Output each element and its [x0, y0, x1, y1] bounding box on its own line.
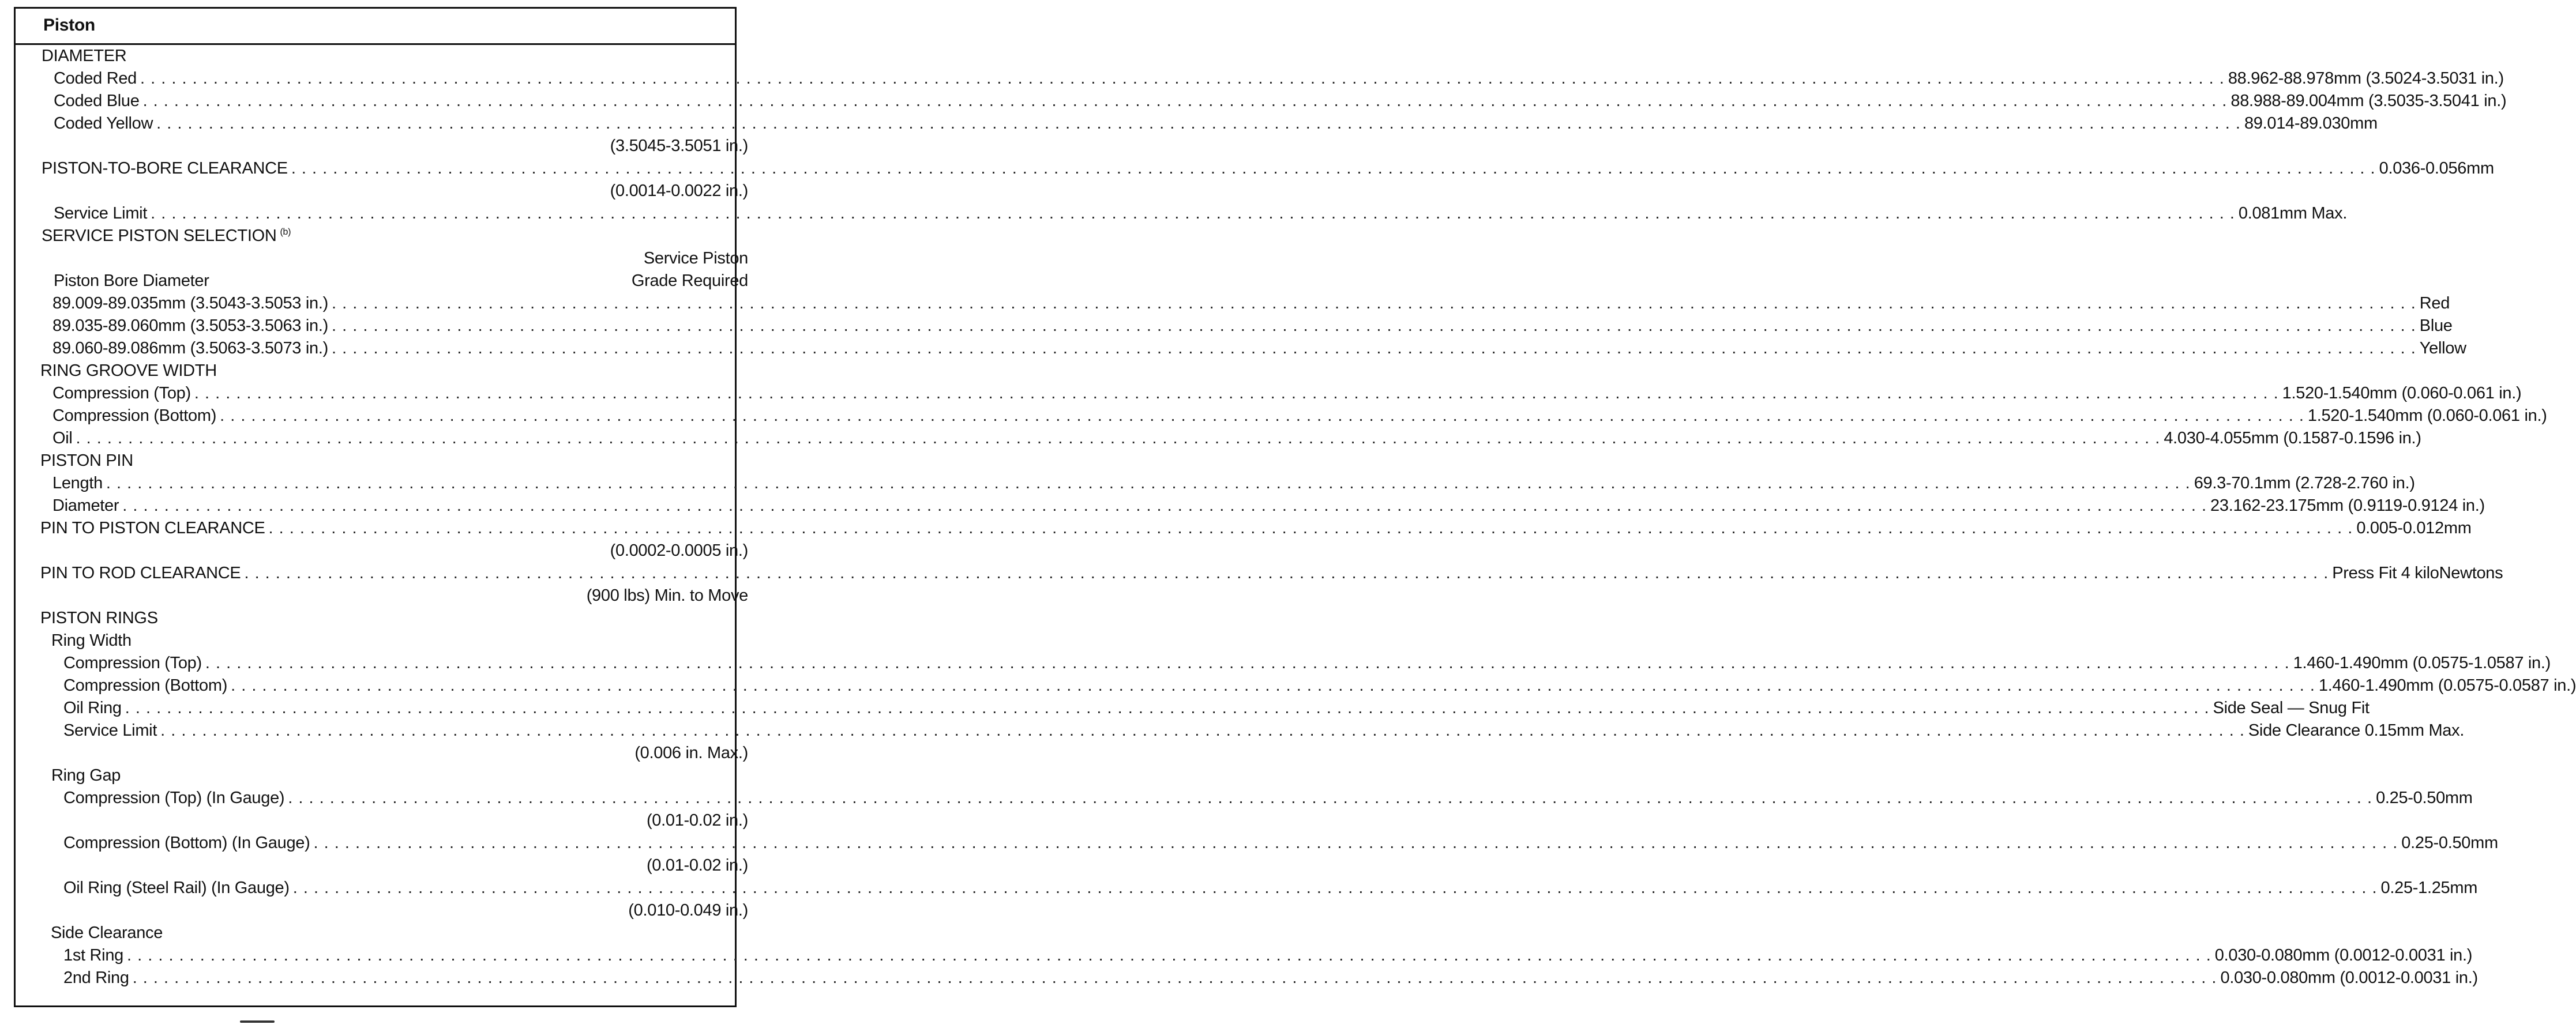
dot-leader: . . . . . . . . . . . . . . . . . . . . . . . . . . . . . . . . . . . . . . . . . . . . . . . . . . . . . . . . . . . . . . . . . . . . . . . . . . . . . . . . . . . . . . . . . . . . . . . . . . . . . . . . . . . . . . . . . . . . . . . . . . . . . . . . . . . . . . . . . . . . . . . . . . . . . . . . . . . . . . . . . . . . . . . . . . . . . . . . . . . . . . . . . . . . . . . . . . . . . . . . [156, 114, 2241, 133]
row-label: PIN TO PISTON CLEARANCE [40, 519, 265, 537]
dot-leader: . . . . . . . . . . . . . . . . . . . . . . . . . . . . . . . . . . . . . . . . . . . . . . . . . . . . . . . . . . . . . . . . . . . . . . . . . . . . . . . . . . . . . . . . . . . . . . . . . . . . . . . . . . . . . . . . . . . . . . . . . . . . . . . . . . . . . . . . . . . . . . . . . . . . . . . . . . . . . . . . . . . . . . . . . . . . . . . . . . . . . . . . . . . . . . . . . . . . . . . . [194, 384, 2279, 402]
dot-leader: . . . . . . . . . . . . . . . . . . . . . . . . . . . . . . . . . . . . . . . . . . . . . . . . . . . . . . . . . . . . . . . . . . . . . . . . . . . . . . . . . . . . . . . . . . . . . . . . . . . . . . . . . . . . . . . . . . . . . . . . . . . . . . . . . . . . . . . . . . . . . . . . . . . . . . . . . . . . . . . . . . . . . . . . . . . . . . . . . . . . . . . . . . . . . . . . . . . . . . . . [331, 294, 2416, 312]
dot-leader: . . . . . . . . . . . . . . . . . . . . . . . . . . . . . . . . . . . . . . . . . . . . . . . . . . . . . . . . . . . . . . . . . . . . . . . . . . . . . . . . . . . . . . . . . . . . . . . . . . . . . . . . . . . . . . . . . . . . . . . . . . . . . . . . . . . . . . . . . . . . . . . . . . . . . . . . . . . . . . . . . . . . . . . . . . . . . . . . . . . . . . . . . . . . . . . . . . . . . . . . [231, 676, 2315, 695]
spec-row-groove [52, 382, 2522, 405]
spec-row-coded-blue [54, 90, 2507, 112]
row-label: 89.035-89.060mm (3.5053-3.5063 in.) [52, 317, 328, 335]
row-value-continued: (0.01-0.02 in.) [646, 811, 748, 830]
side-clearance-heading: Side Clearance [51, 924, 163, 942]
ring-groove-heading: RING GROOVE WIDTH [40, 361, 217, 380]
spec-row-ring-gap [63, 787, 2473, 809]
spec-row-ring-gap [63, 832, 2498, 854]
row-label: Coded Red [54, 69, 137, 88]
row-value: 69.3-70.1mm (2.728-2.760 in.) [2194, 474, 2415, 492]
row-value: 1.520-1.540mm (0.060-0.061 in.) [2307, 406, 2547, 425]
spec-row-coded-yellow [54, 112, 2378, 135]
row-value: 23.162-23.175mm (0.9119-0.9124 in.) [2210, 496, 2485, 515]
dot-leader: . . . . . . . . . . . . . . . . . . . . . . . . . . . . . . . . . . . . . . . . . . . . . . . . . . . . . . . . . . . . . . . . . . . . . . . . . . . . . . . . . . . . . . . . . . . . . . . . . . . . . . . . . . . . . . . . . . . . . . . . . . . . . . . . . . . . . . . . . . . . . . . . . . . . . . . . . . . . . . . . . . . . . . . . . . . . . . . . . . . . . . . . . . . . . . . . . . . . . . . . [127, 946, 2211, 965]
row-value: 89.014-89.030mm [2244, 114, 2378, 133]
row-value: 0.036-0.056mm [2379, 159, 2494, 178]
dot-leader: . . . . . . . . . . . . . . . . . . . . . . . . . . . . . . . . . . . . . . . . . . . . . . . . . . . . . . . . . . . . . . . . . . . . . . . . . . . . . . . . . . . . . . . . . . . . . . . . . . . . . . . . . . . . . . . . . . . . . . . . . . . . . . . . . . . . . . . . . . . . . . . . . . . . . . . . . . . . . . . . . . . . . . . . . . . . . . . . . . . . . . . . . . . . . . . . . . . . . . . . [132, 969, 2217, 987]
row-label: Oil [52, 429, 73, 447]
dot-leader: . . . . . . . . . . . . . . . . . . . . . . . . . . . . . . . . . . . . . . . . . . . . . . . . . . . . . . . . . . . . . . . . . . . . . . . . . . . . . . . . . . . . . . . . . . . . . . . . . . . . . . . . . . . . . . . . . . . . . . . . . . . . . . . . . . . . . . . . . . . . . . . . . . . . . . . . . . . . . . . . . . . . . . . . . . . . . . . . . . . . . . . . . . . . . . . . . . . . . . . . [160, 721, 2245, 740]
dot-leader: . . . . . . . . . . . . . . . . . . . . . . . . . . . . . . . . . . . . . . . . . . . . . . . . . . . . . . . . . . . . . . . . . . . . . . . . . . . . . . . . . . . . . . . . . . . . . . . . . . . . . . . . . . . . . . . . . . . . . . . . . . . . . . . . . . . . . . . . . . . . . . . . . . . . . . . . . . . . . . . . . . . . . . . . . . . . . . . . . . . . . . . . . . . . . . . . . . . . . . . . [288, 789, 2373, 807]
dot-leader: . . . . . . . . . . . . . . . . . . . . . . . . . . . . . . . . . . . . . . . . . . . . . . . . . . . . . . . . . . . . . . . . . . . . . . . . . . . . . . . . . . . . . . . . . . . . . . . . . . . . . . . . . . . . . . . . . . . . . . . . . . . . . . . . . . . . . . . . . . . . . . . . . . . . . . . . . . . . . . . . . . . . . . . . . . . . . . . . . . . . . . . . . . . . . . . . . . . . . . . . [142, 92, 2228, 110]
dot-leader: . . . . . . . . . . . . . . . . . . . . . . . . . . . . . . . . . . . . . . . . . . . . . . . . . . . . . . . . . . . . . . . . . . . . . . . . . . . . . . . . . . . . . . . . . . . . . . . . . . . . . . . . . . . . . . . . . . . . . . . . . . . . . . . . . . . . . . . . . . . . . . . . . . . . . . . . . . . . . . . . . . . . . . . . . . . . . . . . . . . . . . . . . . . . . . . . . . . . . . . . [205, 654, 2290, 672]
dot-leader: . . . . . . . . . . . . . . . . . . . . . . . . . . . . . . . . . . . . . . . . . . . . . . . . . . . . . . . . . . . . . . . . . . . . . . . . . . . . . . . . . . . . . . . . . . . . . . . . . . . . . . . . . . . . . . . . . . . . . . . . . . . . . . . . . . . . . . . . . . . . . . . . . . . . . . . . . . . . . . . . . . . . . . . . . . . . . . . . . . . . . . . . . . . . . . . . . . . . . . . . [140, 69, 2225, 88]
row-value: Press Fit 4 kiloNewtons [2332, 564, 2503, 582]
row-value: Red [2419, 294, 2450, 312]
row-value: 4.030-4.055mm (0.1587-0.1596 in.) [2164, 429, 2421, 447]
ring-gap-heading: Ring Gap [51, 766, 121, 785]
row-value: 0.25-0.50mm [2376, 789, 2473, 807]
spec-row-side-clearance [63, 967, 2478, 989]
row-label: Service Limit [63, 721, 157, 740]
row-value: 0.081mm Max. [2238, 204, 2348, 223]
dot-leader: . . . . . . . . . . . . . . . . . . . . . . . . . . . . . . . . . . . . . . . . . . . . . . . . . . . . . . . . . . . . . . . . . . . . . . . . . . . . . . . . . . . . . . . . . . . . . . . . . . . . . . . . . . . . . . . . . . . . . . . . . . . . . . . . . . . . . . . . . . . . . . . . . . . . . . . . . . . . . . . . . . . . . . . . . . . . . . . . . . . . . . . . . . . . . . . . . . . . . . . . [292, 879, 2378, 897]
spec-row-ring-gap [63, 877, 2478, 899]
spec-row-pin-rod-clearance [40, 562, 2503, 585]
row-label: Compression (Bottom) [63, 676, 228, 695]
column-header-right-2: Grade Required [631, 272, 748, 290]
dot-leader: . . . . . . . . . . . . . . . . . . . . . . . . . . . . . . . . . . . . . . . . . . . . . . . . . . . . . . . . . . . . . . . . . . . . . . . . . . . . . . . . . . . . . . . . . . . . . . . . . . . . . . . . . . . . . . . . . . . . . . . . . . . . . . . . . . . . . . . . . . . . . . . . . . . . . . . . . . . . . . . . . . . . . . . . . . . . . . . . . . . . . . . . . . . . . . . . . . . . . . . . [244, 564, 2329, 582]
diameter-heading: DIAMETER [42, 47, 127, 65]
row-label: Diameter [52, 496, 119, 515]
row-value: 1.460-1.490mm (0.0575-1.0587 in.) [2293, 654, 2551, 672]
spec-row-selection [52, 315, 2453, 337]
row-value-continued: (0.0014-0.0022 in.) [610, 182, 748, 200]
row-label: Compression (Top) (In Gauge) [63, 789, 285, 807]
row-value: 88.962-88.978mm (3.5024-3.5031 in.) [2228, 69, 2504, 88]
row-label: 2nd Ring [63, 969, 129, 987]
spec-row-groove [52, 427, 2421, 450]
dot-leader: . . . . . . . . . . . . . . . . . . . . . . . . . . . . . . . . . . . . . . . . . . . . . . . . . . . . . . . . . . . . . . . . . . . . . . . . . . . . . . . . . . . . . . . . . . . . . . . . . . . . . . . . . . . . . . . . . . . . . . . . . . . . . . . . . . . . . . . . . . . . . . . . . . . . . . . . . . . . . . . . . . . . . . . . . . . . . . . . . . . . . . . . . . . . . . . . . . . . . . . . [220, 406, 2304, 425]
row-label: PIN TO ROD CLEARANCE [40, 564, 241, 582]
row-value-continued: (0.01-0.02 in.) [646, 856, 748, 875]
row-value: Side Clearance 0.15mm Max. [2248, 721, 2465, 740]
spec-row-pin [52, 495, 2485, 517]
dot-leader: . . . . . . . . . . . . . . . . . . . . . . . . . . . . . . . . . . . . . . . . . . . . . . . . . . . . . . . . . . . . . . . . . . . . . . . . . . . . . . . . . . . . . . . . . . . . . . . . . . . . . . . . . . . . . . . . . . . . . . . . . . . . . . . . . . . . . . . . . . . . . . . . . . . . . . . . . . . . . . . . . . . . . . . . . . . . . . . . . . . . . . . . . . . . . . . . . . . . . . . . [76, 429, 2161, 447]
spec-row-coded-red [54, 67, 2504, 90]
section-header [16, 9, 735, 45]
spec-row-ring-width [63, 675, 2576, 697]
row-value-continued: (0.0002-0.0005 in.) [610, 541, 748, 560]
row-value-continued: (0.006 in. Max.) [634, 744, 748, 762]
section-title: Piston [43, 16, 95, 35]
row-label: 89.009-89.035mm (3.5043-3.5053 in.) [52, 294, 328, 312]
row-value-continued: (0.010-0.049 in.) [628, 901, 748, 920]
row-label: 1st Ring [63, 946, 123, 965]
spec-row-pin [52, 472, 2415, 495]
selection-heading [42, 225, 748, 247]
row-label: Coded Blue [54, 92, 140, 110]
row-value: Yellow [2419, 339, 2466, 357]
spec-row-bore-service-limit [54, 202, 2348, 225]
piston-pin-heading: PISTON PIN [40, 451, 133, 470]
dot-leader: . . . . . . . . . . . . . . . . . . . . . . . . . . . . . . . . . . . . . . . . . . . . . . . . . . . . . . . . . . . . . . . . . . . . . . . . . . . . . . . . . . . . . . . . . . . . . . . . . . . . . . . . . . . . . . . . . . . . . . . . . . . . . . . . . . . . . . . . . . . . . . . . . . . . . . . . . . . . . . . . . . . . . . . . . . . . . . . . . . . . . . . . . . . . . . . . . . . . . . . . [291, 159, 2376, 178]
row-value: Side Seal — Snug Fit [2213, 699, 2370, 717]
dot-leader: . . . . . . . . . . . . . . . . . . . . . . . . . . . . . . . . . . . . . . . . . . . . . . . . . . . . . . . . . . . . . . . . . . . . . . . . . . . . . . . . . . . . . . . . . . . . . . . . . . . . . . . . . . . . . . . . . . . . . . . . . . . . . . . . . . . . . . . . . . . . . . . . . . . . . . . . . . . . . . . . . . . . . . . . . . . . . . . . . . . . . . . . . . . . . . . . . . . . . . . . [313, 834, 2398, 852]
dot-leader: . . . . . . . . . . . . . . . . . . . . . . . . . . . . . . . . . . . . . . . . . . . . . . . . . . . . . . . . . . . . . . . . . . . . . . . . . . . . . . . . . . . . . . . . . . . . . . . . . . . . . . . . . . . . . . . . . . . . . . . . . . . . . . . . . . . . . . . . . . . . . . . . . . . . . . . . . . . . . . . . . . . . . . . . . . . . . . . . . . . . . . . . . . . . . . . . . . . . . . . . [331, 317, 2416, 335]
row-value: 0.030-0.080mm (0.0012-0.0031 in.) [2220, 969, 2478, 987]
piston-rings-heading: PISTON RINGS [40, 609, 158, 627]
row-value: 0.005-0.012mm [2356, 519, 2472, 537]
selection-heading-text: SERVICE PISTON SELECTION [42, 227, 277, 245]
row-label: Length [52, 474, 103, 492]
spec-row-ring-width [63, 697, 2370, 720]
row-label: Oil Ring [63, 699, 122, 717]
row-label: Compression (Bottom) [52, 406, 217, 425]
spec-row-selection [52, 292, 2450, 315]
dot-leader: . . . . . . . . . . . . . . . . . . . . . . . . . . . . . . . . . . . . . . . . . . . . . . . . . . . . . . . . . . . . . . . . . . . . . . . . . . . . . . . . . . . . . . . . . . . . . . . . . . . . . . . . . . . . . . . . . . . . . . . . . . . . . . . . . . . . . . . . . . . . . . . . . . . . . . . . . . . . . . . . . . . . . . . . . . . . . . . . . . . . . . . . . . . . . . . . . . . . . . . . [125, 699, 2210, 717]
spec-row-ring-width [63, 720, 2465, 742]
row-label: Oil Ring (Steel Rail) (In Gauge) [63, 879, 290, 897]
ring-width-heading: Ring Width [51, 631, 132, 650]
page-number-fragment [240, 1020, 275, 1023]
dot-leader: . . . . . . . . . . . . . . . . . . . . . . . . . . . . . . . . . . . . . . . . . . . . . . . . . . . . . . . . . . . . . . . . . . . . . . . . . . . . . . . . . . . . . . . . . . . . . . . . . . . . . . . . . . . . . . . . . . . . . . . . . . . . . . . . . . . . . . . . . . . . . . . . . . . . . . . . . . . . . . . . . . . . . . . . . . . . . . . . . . . . . . . . . . . . . . . . . . . . . . . . [331, 339, 2416, 357]
dot-leader: . . . . . . . . . . . . . . . . . . . . . . . . . . . . . . . . . . . . . . . . . . . . . . . . . . . . . . . . . . . . . . . . . . . . . . . . . . . . . . . . . . . . . . . . . . . . . . . . . . . . . . . . . . . . . . . . . . . . . . . . . . . . . . . . . . . . . . . . . . . . . . . . . . . . . . . . . . . . . . . . . . . . . . . . . . . . . . . . . . . . . . . . . . . . . . . . . . . . . . . . [122, 496, 2207, 515]
spec-row-pin-piston-clearance [40, 517, 2472, 540]
dot-leader: . . . . . . . . . . . . . . . . . . . . . . . . . . . . . . . . . . . . . . . . . . . . . . . . . . . . . . . . . . . . . . . . . . . . . . . . . . . . . . . . . . . . . . . . . . . . . . . . . . . . . . . . . . . . . . . . . . . . . . . . . . . . . . . . . . . . . . . . . . . . . . . . . . . . . . . . . . . . . . . . . . . . . . . . . . . . . . . . . . . . . . . . . . . . . . . . . . . . . . . . [151, 204, 2235, 223]
row-value-continued: (3.5045-3.5051 in.) [610, 137, 748, 155]
row-label: Compression (Top) [63, 654, 202, 672]
footnote-marker: (b) [280, 227, 291, 238]
spec-row-side-clearance [63, 944, 2473, 967]
spec-row-groove [52, 405, 2547, 427]
row-label: Compression (Top) [52, 384, 191, 402]
column-header-right-1: Service Piston [643, 249, 748, 268]
dot-leader: . . . . . . . . . . . . . . . . . . . . . . . . . . . . . . . . . . . . . . . . . . . . . . . . . . . . . . . . . . . . . . . . . . . . . . . . . . . . . . . . . . . . . . . . . . . . . . . . . . . . . . . . . . . . . . . . . . . . . . . . . . . . . . . . . . . . . . . . . . . . . . . . . . . . . . . . . . . . . . . . . . . . . . . . . . . . . . . . . . . . . . . . . . . . . . . . . . . . . . . . [106, 474, 2191, 492]
row-value: 0.030-0.080mm (0.0012-0.0031 in.) [2214, 946, 2473, 965]
spec-row-selection [52, 337, 2466, 360]
spec-row-ring-width [63, 652, 2551, 675]
row-value: 1.520-1.540mm (0.060-0.061 in.) [2282, 384, 2522, 402]
row-value: 88.988-89.004mm (3.5035-3.5041 in.) [2230, 92, 2507, 110]
row-label: Coded Yellow [54, 114, 153, 133]
column-header-left: Piston Bore Diameter [54, 272, 209, 290]
row-value: Blue [2419, 317, 2453, 335]
row-value-continued: (900 lbs) Min. to Move [586, 586, 748, 605]
row-value: 0.25-0.50mm [2401, 834, 2498, 852]
row-label: Service Limit [54, 204, 148, 223]
row-value: 1.460-1.490mm (0.0575-0.0587 in.) [2318, 676, 2576, 695]
row-label: 89.060-89.086mm (3.5063-3.5073 in.) [52, 339, 328, 357]
spec-row-bore-clearance [42, 157, 2494, 180]
dot-leader: . . . . . . . . . . . . . . . . . . . . . . . . . . . . . . . . . . . . . . . . . . . . . . . . . . . . . . . . . . . . . . . . . . . . . . . . . . . . . . . . . . . . . . . . . . . . . . . . . . . . . . . . . . . . . . . . . . . . . . . . . . . . . . . . . . . . . . . . . . . . . . . . . . . . . . . . . . . . . . . . . . . . . . . . . . . . . . . . . . . . . . . . . . . . . . . . . . . . . . . . [268, 519, 2353, 537]
row-label: Compression (Bottom) (In Gauge) [63, 834, 310, 852]
row-label: PISTON-TO-BORE CLEARANCE [42, 159, 288, 178]
row-value: 0.25-1.25mm [2380, 879, 2478, 897]
